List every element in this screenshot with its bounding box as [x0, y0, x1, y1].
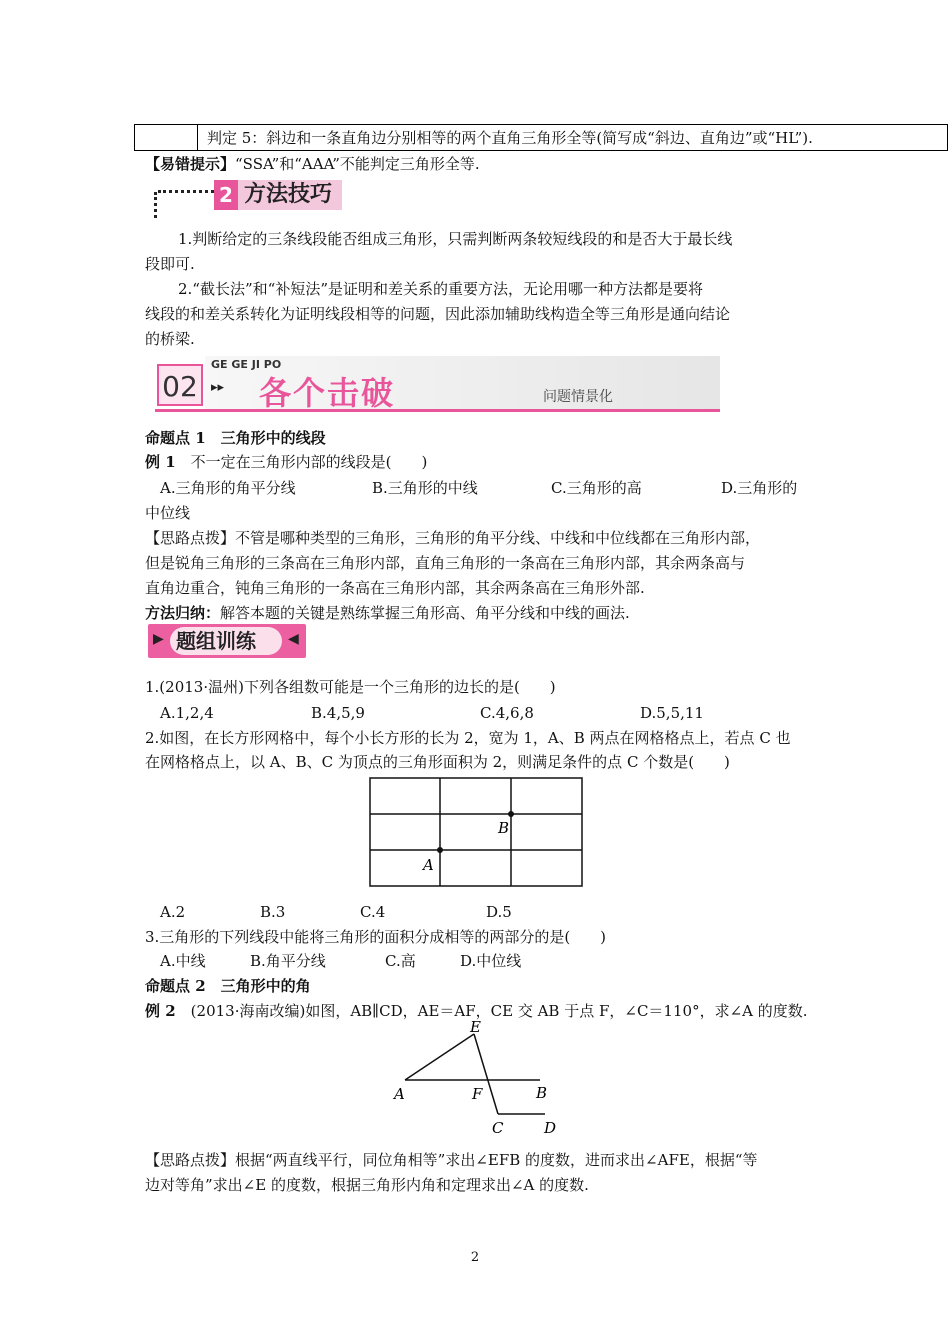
double-arrow-icon: ▸▸ — [211, 380, 225, 395]
point-a-label: A — [423, 856, 434, 874]
q3-opt-b: B.角平分线 — [250, 952, 326, 970]
point-b-dot — [508, 811, 514, 817]
method-header-title: 方法技巧 — [238, 180, 342, 210]
q3-opt-c: C.高 — [385, 952, 416, 970]
point-c-label: C — [492, 1119, 504, 1137]
example1-opt-a: A.三角形的角平分线 — [160, 479, 296, 497]
topic1-title: 命题点 1 三角形中的线段 — [145, 429, 326, 447]
hint1-line2: 但是锐角三角形的三条高在三角形内部，直角三角形的一条高在三角形内部，其余两条高与 — [145, 554, 746, 572]
hint2-line2: 边对等角”求出∠E 的度数，根据三角形内角和定理求出∠A 的度数. — [145, 1176, 589, 1194]
example1-opt-b: B.三角形的中线 — [372, 479, 478, 497]
section-header-banner — [155, 356, 720, 412]
hint1-line1: 【思路点拨】不管是哪种类型的三角形，三角形的角平分线、中线和中位线都在三角形内部， — [145, 529, 761, 547]
point-a-dot — [437, 847, 443, 853]
section-title: 各个击破 — [259, 374, 396, 412]
method-header — [150, 178, 360, 218]
method-p2-line3: 的桥梁. — [145, 330, 195, 348]
dotted-line-decoration — [158, 190, 214, 193]
table-cell-empty — [135, 125, 198, 150]
example1-question: 不一定在三角形内部的线段是( ) — [175, 453, 428, 471]
hint2-line1: 【思路点拨】根据“两直线平行，同位角相等”求出∠EFB 的度数，进而求出∠AFE，根据“等 — [145, 1151, 758, 1169]
q2-opt-b: B.3 — [260, 903, 286, 921]
example1-opt-c: C.三角形的高 — [551, 479, 642, 497]
q1-opt-d: D.5,5,11 — [640, 704, 704, 722]
method-p1-line2: 段即可. — [145, 255, 195, 273]
method-summary-line — [145, 603, 630, 623]
segment-ae — [405, 1034, 474, 1080]
method-p1-line1: 1.判断给定的三条线段能否组成三角形，只需判断两条较短线段的和是否大于最长线 — [178, 230, 733, 248]
tip-line — [145, 154, 480, 174]
point-e-label: E — [470, 1018, 481, 1036]
topic2-title: 命题点 2 三角形中的角 — [145, 977, 311, 995]
q3-stem: 3.三角形的下列线段中能将三角形的面积分成相等的两部分的是( ) — [145, 928, 607, 946]
q3-opt-a: A.中线 — [160, 952, 206, 970]
grid-border — [370, 778, 582, 886]
section-subtitle: 问题情景化 — [543, 389, 613, 405]
q2-line1: 2.如图，在长方形网格中，每个小长方形的长为 2，宽为 1，A、B 两点在网格格点上，若点 C 也 — [145, 729, 791, 747]
q2-opt-a: A.2 — [160, 903, 186, 921]
q1-opt-a: A.1,2,4 — [160, 704, 214, 722]
left-triangle-icon: ◀ — [288, 631, 299, 647]
q3-opt-d: D.中位线 — [460, 952, 522, 970]
section-pinyin: GE GE JI PO — [211, 358, 282, 371]
method-summary-label: 方法归纳： — [145, 604, 221, 622]
page-number: 2 — [470, 1250, 480, 1265]
right-triangle-icon: ▶ — [153, 631, 164, 647]
example1-opt-d-cont: 中位线 — [145, 504, 191, 522]
q1-opt-b: B.4,5,9 — [311, 704, 365, 722]
example1-opt-d: D.三角形的 — [721, 479, 798, 497]
q1-opt-c: C.4,6,8 — [480, 704, 534, 722]
drill-header — [148, 624, 306, 658]
table-cell-text: 判定 5：斜边和一条直角边分别相等的两个直角三角形全等(简写成“斜边、直角边”或“HL”). — [207, 129, 813, 147]
q2-opt-c: C.4 — [360, 903, 386, 921]
example2-question: (2013·海南改编)如图，AB∥CD，AE＝AF，CE 交 AB 于点 F，∠C＝110°，求∠A 的度数. — [175, 1002, 808, 1020]
q1-stem: 1.(2013·温州)下列各组数可能是一个三角形的边长的是( ) — [145, 678, 556, 696]
point-a-label: A — [394, 1085, 405, 1103]
example1-label: 例 1 — [145, 453, 176, 471]
point-b-label: B — [536, 1084, 548, 1102]
q2-line2: 在网格格点上，以 A、B、C 为顶点的三角形面积为 2，则满足条件的点 C 个数是( ) — [145, 753, 730, 771]
drill-header-title: 题组训练 — [176, 629, 256, 653]
method-header-number: 2 — [214, 180, 238, 210]
geometry-figure — [380, 1018, 580, 1140]
tip-label: 【易错提示】 — [145, 155, 236, 173]
section-number: 02 — [157, 364, 203, 406]
dotted-vertical-decoration — [154, 192, 157, 218]
example2-label: 例 2 — [145, 1002, 176, 1020]
hint1-line3: 直角边重合，钝角三角形的一条高在三角形内部，其余两条高在三角形外部. — [145, 579, 645, 597]
banner-underline — [155, 409, 720, 412]
q2-opt-d: D.5 — [486, 903, 512, 921]
method-p2-line2: 线段的和差关系转化为证明线段相等的问题，因此添加辅助线构造全等三角形是通向结论 — [145, 305, 731, 323]
method-p2-line1: 2.“截长法”和“补短法”是证明和差关系的重要方法，无论用哪一种方法都是要将 — [178, 280, 703, 298]
point-f-label: F — [472, 1085, 483, 1103]
criteria-table — [134, 124, 948, 151]
method-summary-text: 解答本题的关键是熟练掌握三角形高、角平分线和中线的画法. — [220, 604, 630, 622]
tip-text: “SSA”和“AAA”不能判定三角形全等. — [235, 155, 480, 173]
grid-figure — [360, 770, 600, 900]
point-d-label: D — [544, 1119, 557, 1137]
point-b-label: B — [498, 819, 510, 837]
example1-line — [145, 452, 427, 472]
